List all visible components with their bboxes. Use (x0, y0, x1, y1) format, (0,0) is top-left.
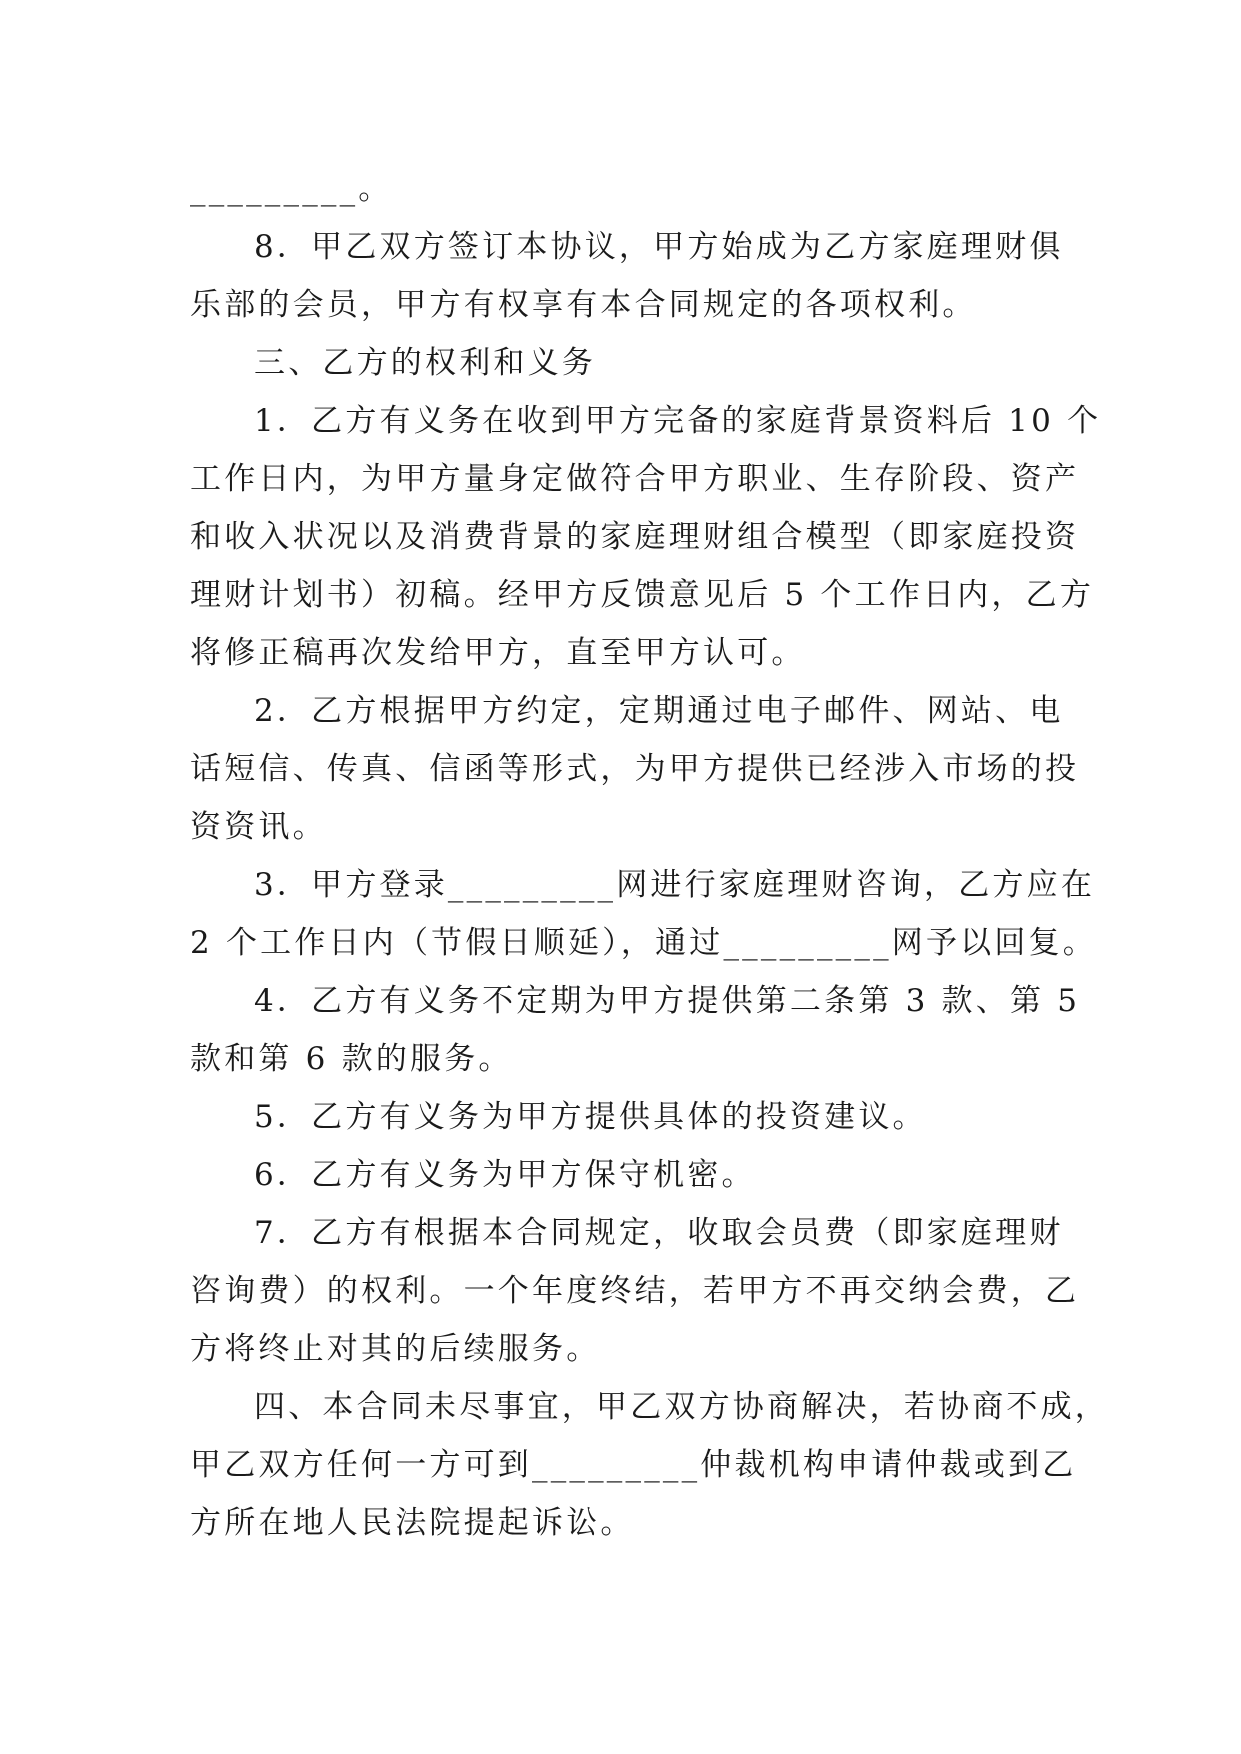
item-5-line-1: 5．乙方有义务为甲方提供具体的投资建议。 (254, 1099, 927, 1135)
paragraph-8-line-1: 8．甲乙双方签订本协议，甲方始成为乙方家庭理财俱 (254, 229, 1064, 265)
item-2-line-2: 话短信、传真、信函等形式，为甲方提供已经涉入市场的投 (190, 751, 1080, 787)
section-4-line-2: 甲乙双方任何一方可到_________仲裁机构申请仲裁或到乙 (190, 1447, 1077, 1483)
item-4-line-1: 4．乙方有义务不定期为甲方提供第二条第 3 款、第 5 (254, 983, 1081, 1019)
item-3-line-2: 2 个工作日内（节假日顺延），通过_________网予以回复。 (190, 925, 1097, 961)
text-line: _________。 (190, 171, 393, 207)
item-2-line-1: 2．乙方根据甲方约定，定期通过电子邮件、网站、电 (254, 693, 1064, 729)
item-7-line-2: 咨询费）的权利。一个年度终结，若甲方不再交纳会费，乙 (190, 1273, 1080, 1309)
section-4-line-1: 四、本合同未尽事宜，甲乙双方协商解决，若协商不成， (254, 1389, 1109, 1425)
section-heading-3: 三、乙方的权利和义务 (254, 345, 596, 381)
item-7-line-3: 方将终止对其的后续服务。 (190, 1331, 601, 1367)
item-6-line-1: 6．乙方有义务为甲方保守机密。 (254, 1157, 756, 1193)
item-1-line-3: 和收入状况以及消费背景的家庭理财组合模型（即家庭投资 (190, 519, 1080, 555)
paragraph-8-line-2: 乐部的会员，甲方有权享有本合同规定的各项权利。 (190, 287, 977, 323)
item-7-line-1: 7．乙方有根据本合同规定，收取会员费（即家庭理财 (254, 1215, 1064, 1251)
item-4-line-2: 款和第 6 款的服务。 (190, 1041, 513, 1077)
item-3-line-1: 3．甲方登录_________网进行家庭理财咨询，乙方应在 (254, 867, 1096, 903)
section-4-line-3: 方所在地人民法院提起诉讼。 (190, 1505, 635, 1541)
item-1-line-2: 工作日内，为甲方量身定做符合甲方职业、生存阶段、资产 (190, 461, 1080, 497)
item-1-line-5: 将修正稿再次发给甲方，直至甲方认可。 (190, 635, 806, 671)
item-1-line-4: 理财计划书）初稿。经甲方反馈意见后 5 个工作日内，乙方 (190, 577, 1095, 613)
document-page (190, 160, 1109, 1552)
item-1-line-1: 1．乙方有义务在收到甲方完备的家庭背景资料后 10 个 (254, 403, 1102, 439)
item-2-line-3: 资资讯。 (190, 809, 327, 845)
